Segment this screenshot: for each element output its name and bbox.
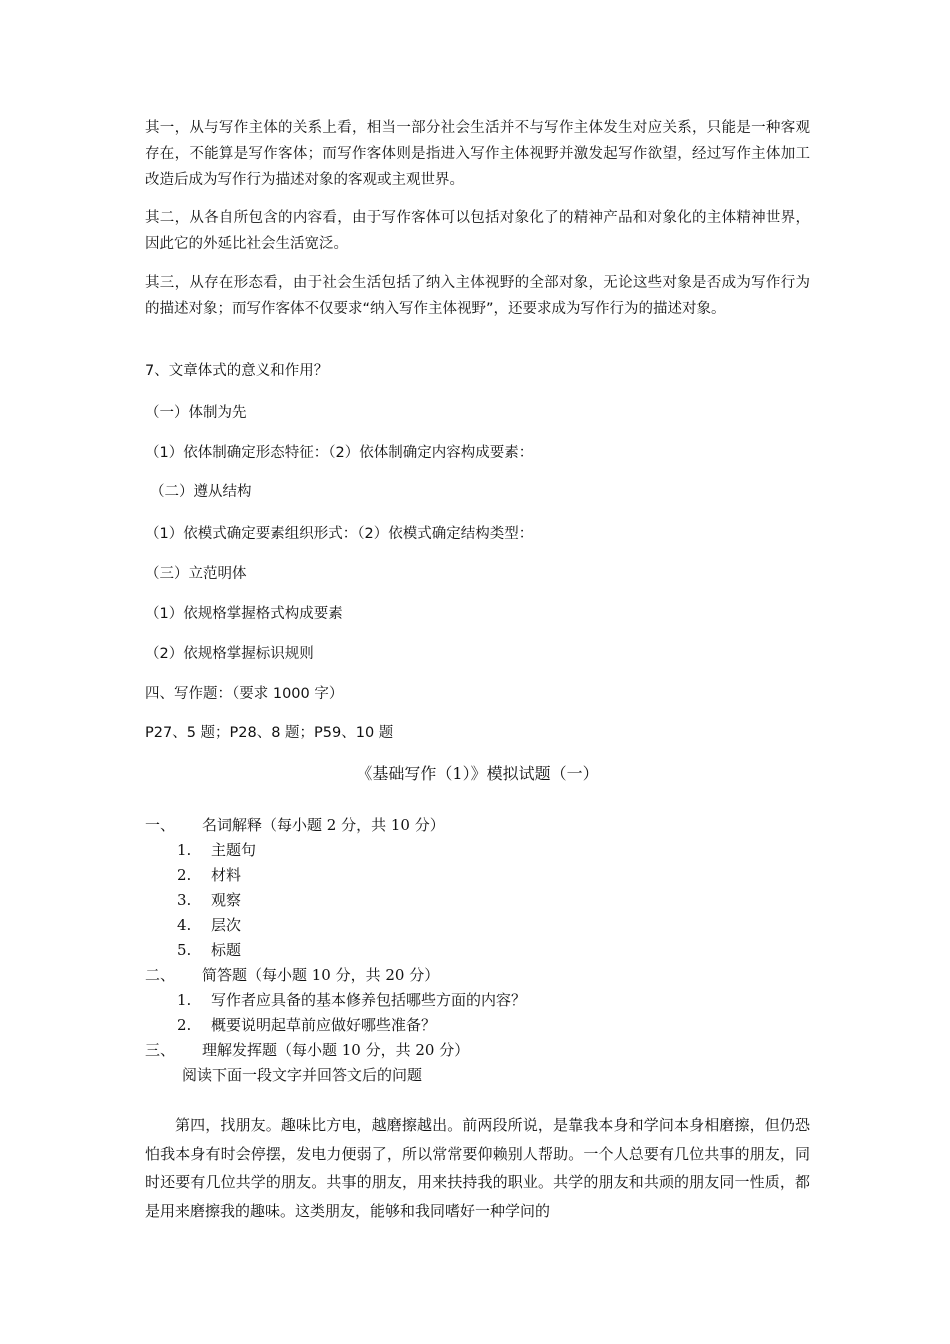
section-label: 名词解释（每小题 2 分，共 10 分） — [202, 816, 445, 834]
reading-instruction: 阅读下面一段文字并回答文后的问题 — [182, 1066, 423, 1084]
item-text: 观察 — [211, 891, 242, 909]
question-item — [177, 990, 526, 1010]
section-4-heading: 四、写作题：（要求 1000 字） — [145, 686, 344, 702]
paragraph-1 — [145, 115, 810, 193]
paragraph-text: 其三，从存在形态看，由于社会生活包括了纳入主体视野的全部对象，无论这些对象是否成为写作行为的描述对象；而写作客体不仅要求“纳入写作主体视野”，还要求成为写作行为的描述对象。 — [145, 275, 810, 317]
q7-line-1: （一）体制为先 — [145, 405, 247, 421]
paragraph-3 — [145, 270, 810, 322]
term-item — [177, 915, 241, 935]
term-item — [177, 840, 256, 860]
question-item — [177, 1015, 436, 1035]
exam-section-2 — [145, 965, 439, 985]
item-text: 概要说明起草前应做好哪些准备？ — [211, 1016, 437, 1034]
exam-section-3 — [145, 1040, 469, 1060]
item-text: 主题句 — [211, 841, 257, 859]
paragraph-2 — [145, 205, 810, 257]
q7-line-2: （1）依体制确定形态特征：（2）依体制确定内容构成要素： — [145, 445, 534, 461]
q7-line-6: （1）依规格掌握格式构成要素 — [145, 606, 343, 622]
section-number: 一、 — [145, 816, 176, 834]
section-number: 二、 — [145, 966, 176, 984]
paragraph-text: 其一，从与写作主体的关系上看，相当一部分社会生活并不与写作主体发生对应关系，只能是一种客观存在，不能算是写作客体；而写作客体则是指进入写作主体视野并激发起写作欲望，经过写作主体加工改造后成为写作行为描述对象的客观或主观世界。 — [145, 120, 810, 188]
item-number: 2. — [177, 1016, 192, 1034]
question-7-heading: 7、文章体式的意义和作用？ — [145, 363, 329, 379]
section-label: 简答题（每小题 10 分，共 20 分） — [202, 966, 440, 984]
paragraph-text: 其二，从各自所包含的内容看，由于写作客体可以包括对象化了的精神产品和对象化的主体精神世界，因此它的外延比社会生活宽泛。 — [145, 210, 810, 252]
item-number: 1. — [177, 991, 192, 1009]
page-references: P27、5 题；P28、8 题；P59、10 题 — [145, 725, 394, 741]
q7-line-7: （2）依规格掌握标识规则 — [145, 646, 314, 662]
item-number: 3. — [177, 891, 192, 909]
reading-passage — [145, 1111, 810, 1225]
item-text: 写作者应具备的基本修养包括哪些方面的内容？ — [211, 991, 527, 1009]
item-number: 5. — [177, 941, 192, 959]
passage-text: 第四，找朋友。趣味比方电，越磨擦越出。前两段所说，是靠我本身和学问本身相磨擦，但仍恐怕我本身有时会停摆，发电力便弱了，所以常常要仰赖别人帮助。一个人总要有几位共事的朋友，同时还要有几位共学的朋友。共事的朋友，用来扶持我的职业。共学的朋友和共顽的朋友同一性质，都是用来磨擦我的趣味。这类朋友，能够和我同嗜好一种学问的 — [145, 1116, 810, 1220]
q7-line-4: （1）依模式确定要素组织形式：（2）依模式确定结构类型： — [145, 526, 534, 542]
q7-line-3: （二）遵从结构 — [150, 484, 252, 500]
term-item — [177, 865, 241, 885]
section-number: 三、 — [145, 1041, 176, 1059]
exam-title: 《基础写作（1）》模拟试题（一） — [356, 764, 599, 783]
exam-section-1 — [145, 815, 445, 835]
item-number: 2. — [177, 866, 192, 884]
item-text: 层次 — [211, 916, 242, 934]
item-text: 材料 — [211, 866, 242, 884]
item-number: 1. — [177, 841, 192, 859]
term-item — [177, 890, 241, 910]
q7-line-5: （三）立范明体 — [145, 566, 247, 582]
section-label: 理解发挥题（每小题 10 分，共 20 分） — [202, 1041, 470, 1059]
item-number: 4. — [177, 916, 192, 934]
item-text: 标题 — [211, 941, 242, 959]
term-item — [177, 940, 241, 960]
